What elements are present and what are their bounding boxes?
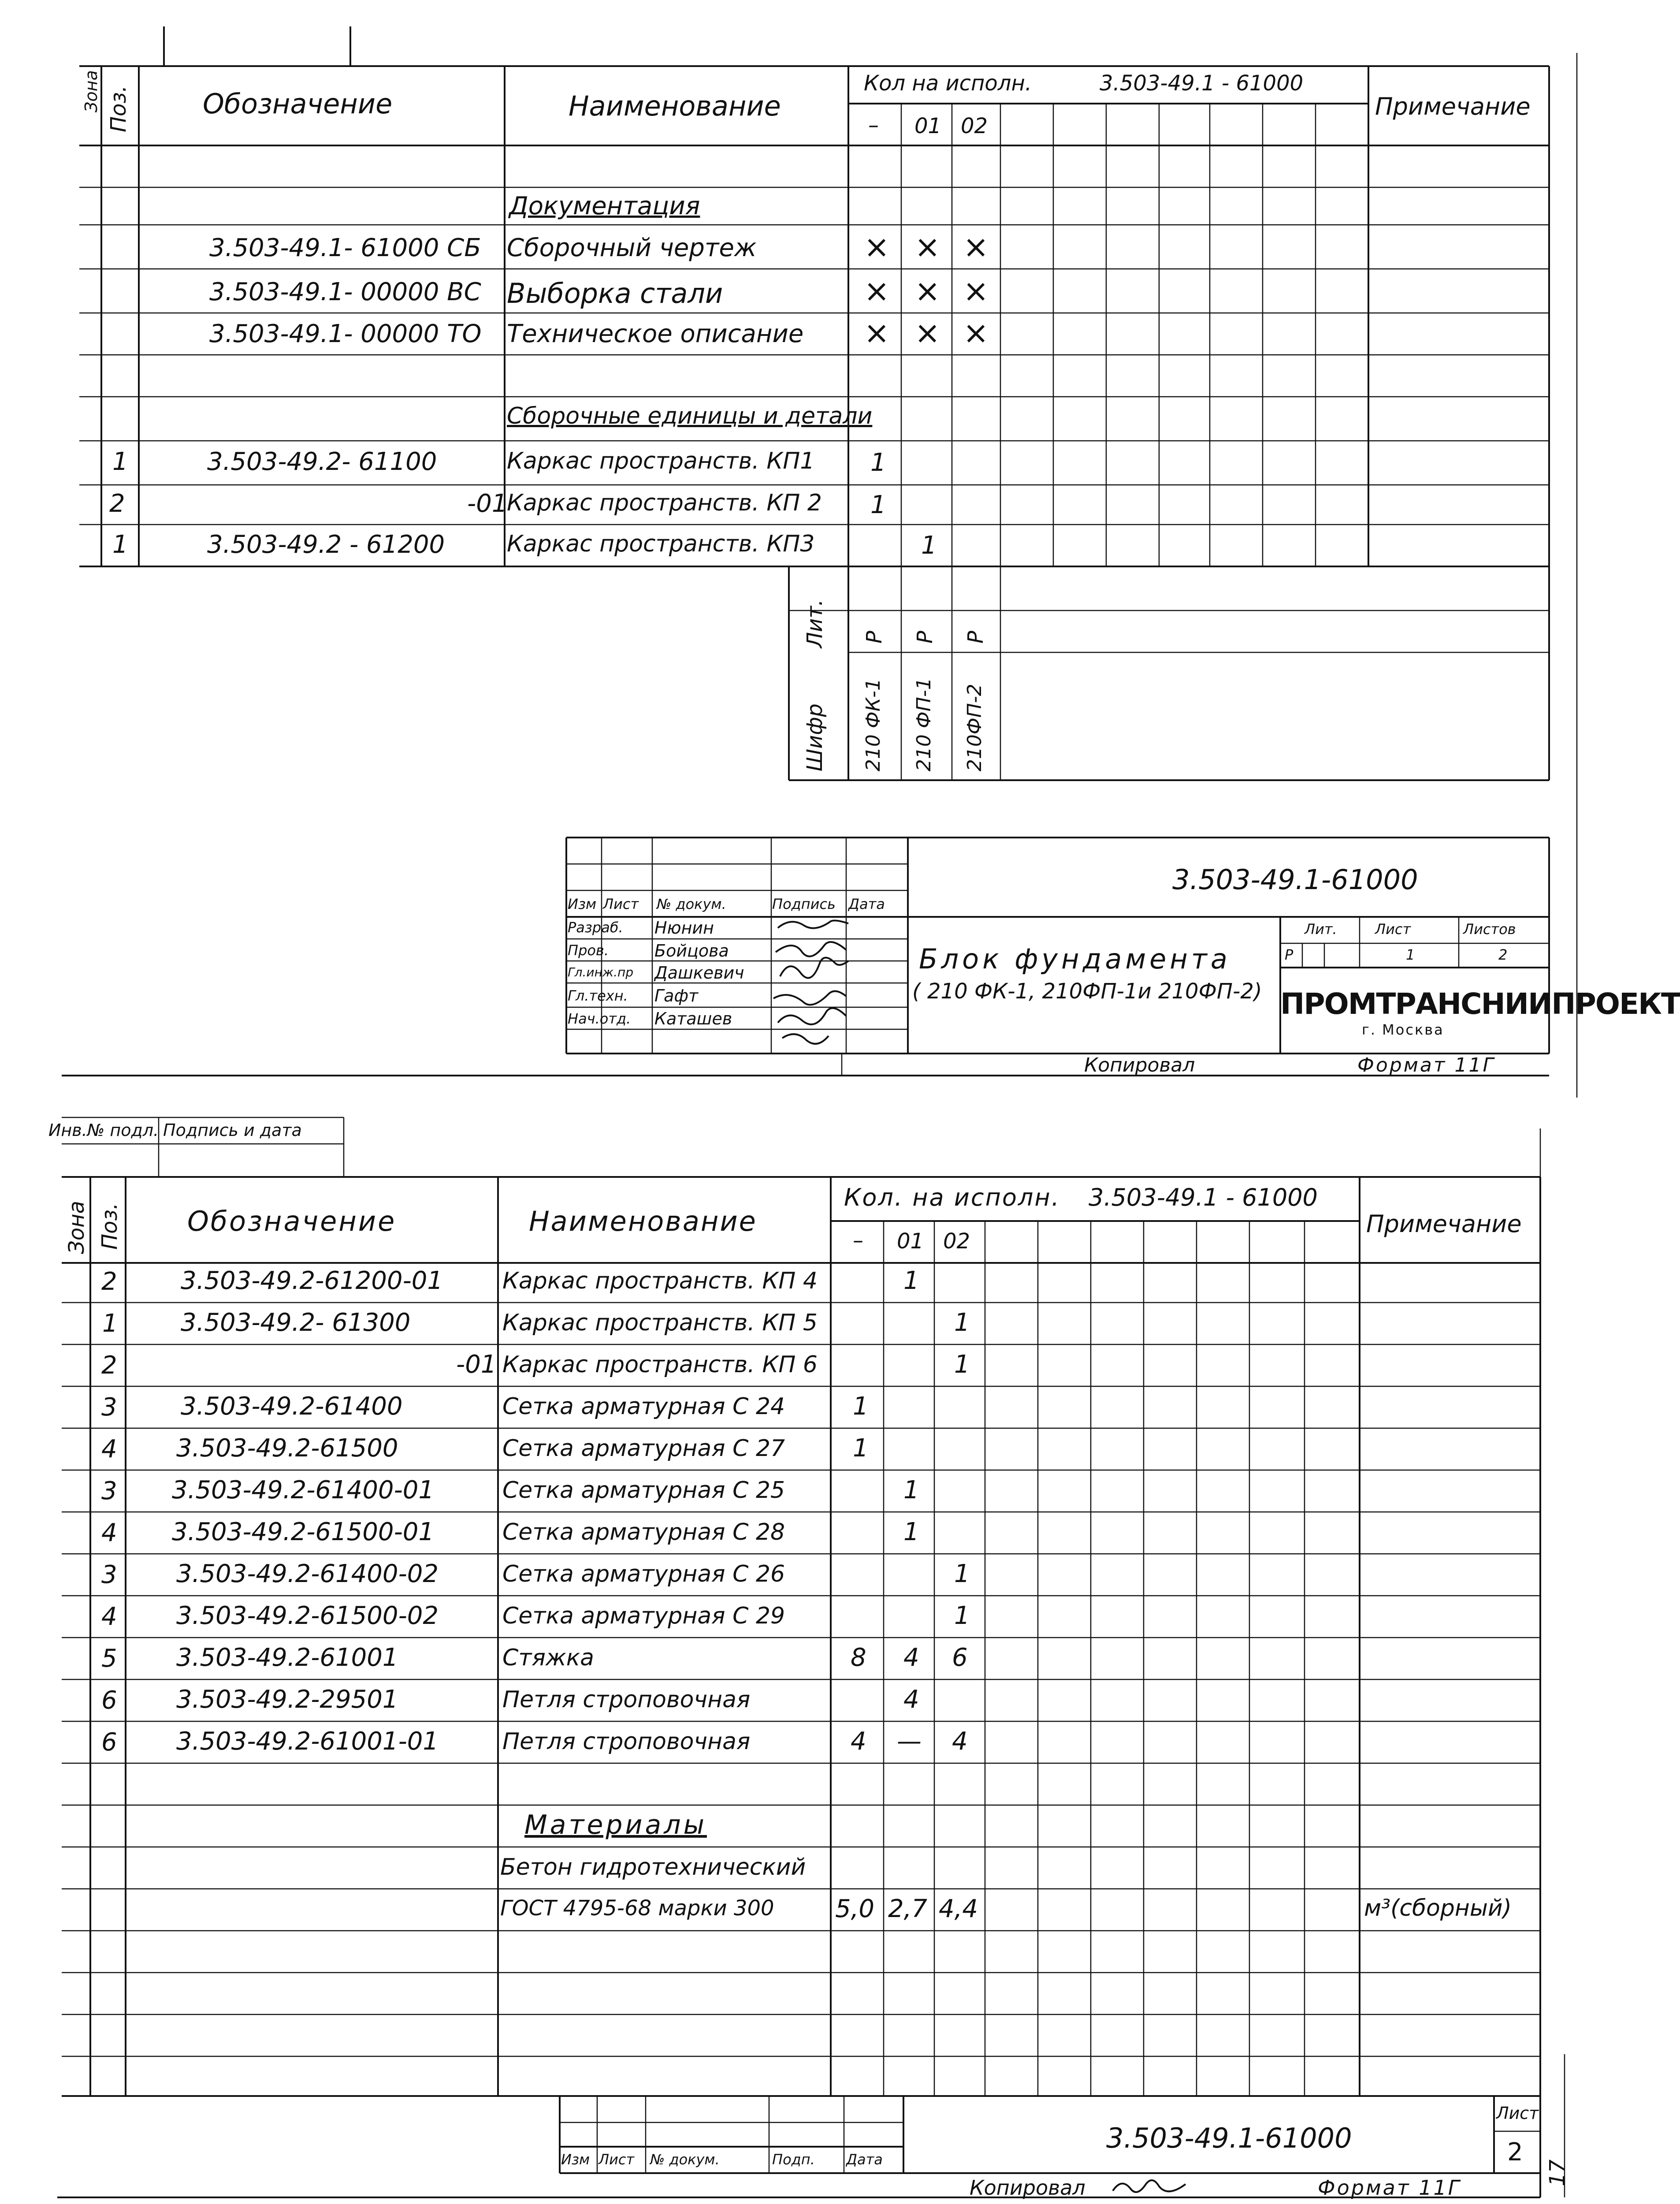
qty-cell: — bbox=[897, 1727, 922, 1756]
qty-cell: × bbox=[914, 229, 940, 265]
qty-cell: 1 bbox=[903, 1476, 919, 1504]
qty-header: Кол на исполн. bbox=[864, 71, 1032, 96]
designation-cell: 3.503-49.1- 00000 ВС bbox=[209, 278, 481, 306]
name-cell: Сетка арматурная С 28 bbox=[502, 1519, 785, 1545]
tb-person: Гафт bbox=[654, 986, 699, 1005]
organization-name: ПРОМТРАНСНИИПРОЕКТ bbox=[1280, 987, 1680, 1021]
pos-cell: 2 bbox=[101, 1351, 117, 1380]
drawing-code: 3.503-49.1-61000 bbox=[1106, 2122, 1352, 2154]
tb-role: Пров. bbox=[568, 942, 609, 959]
qty-cell: × bbox=[914, 273, 940, 309]
name-cell: Петля строповочная bbox=[502, 1728, 751, 1755]
qty-cell: 1 bbox=[954, 1601, 970, 1630]
pos-cell: 4 bbox=[101, 1435, 117, 1463]
pos-cell: 3 bbox=[101, 1560, 117, 1589]
pos-header: Поз. bbox=[106, 85, 131, 132]
name-cell: Сетка арматурная С 29 bbox=[502, 1603, 785, 1629]
designation-cell: 3.503-49.2-61001 bbox=[176, 1643, 398, 1672]
lit-label: Лит. bbox=[803, 599, 827, 648]
pos-cell: 6 bbox=[101, 1686, 117, 1715]
sheet-head: Лист bbox=[1375, 921, 1411, 938]
designation-cell: 3.503-49.2-61500 bbox=[176, 1434, 398, 1463]
designation-header: Обозначение bbox=[187, 1205, 397, 1237]
lit-value: Р bbox=[862, 631, 887, 644]
name-header: Наименование bbox=[569, 90, 781, 122]
sheet-head: Лист bbox=[1496, 2103, 1539, 2123]
qty-cell: 5,0 bbox=[835, 1895, 875, 1923]
note-cell: м³(сборный) bbox=[1364, 1895, 1512, 1921]
tb-head: Дата bbox=[848, 896, 885, 912]
pos-cell: 1 bbox=[102, 1309, 118, 1338]
lit-value: Р bbox=[1285, 946, 1293, 963]
qty-cell: 2,7 bbox=[888, 1895, 928, 1923]
cipher-value: 210ФП-2 bbox=[963, 684, 986, 771]
page-number: 17 bbox=[1545, 2159, 1570, 2186]
qty-cell: 1 bbox=[954, 1350, 970, 1379]
section-title: Документация bbox=[509, 192, 700, 220]
drawing-subtitle: ( 210 ФК-1, 210ФП-1и 210ФП-2) bbox=[912, 979, 1262, 1004]
qty-cell: 1 bbox=[853, 1392, 869, 1421]
qty-cell: × bbox=[914, 315, 940, 351]
qty-header: Кол. на исполн. bbox=[844, 1184, 1060, 1211]
designation-cell: 3.503-49.2-61400 bbox=[181, 1392, 403, 1421]
qty-code: 3.503-49.1 - 61000 bbox=[1100, 71, 1304, 96]
lit-value: Р bbox=[963, 631, 988, 644]
name-cell: Сборочный чертеж bbox=[507, 234, 757, 262]
designation-cell: 3.503-49.2-61500-02 bbox=[176, 1601, 439, 1630]
designation-cell: 3.503-49.2- 61100 bbox=[207, 447, 437, 476]
tb-head: № докум. bbox=[650, 2151, 720, 2168]
name-cell: Каркас пространств. КП 4 bbox=[502, 1268, 818, 1294]
tb-head: Подп. bbox=[772, 2151, 815, 2168]
tb-head: № докум. bbox=[657, 896, 726, 912]
variant-header: 02 bbox=[943, 1229, 970, 1254]
name-cell: Каркас пространств. КП3 bbox=[507, 531, 815, 557]
qty-cell: 4 bbox=[952, 1727, 968, 1756]
tb-role: Разраб. bbox=[568, 919, 623, 936]
section-title: Сборочные единицы и детали bbox=[507, 403, 873, 429]
organization-city: г. Москва bbox=[1362, 1021, 1444, 1038]
format-label: Формат 11Г bbox=[1318, 2176, 1461, 2200]
tb-role: Гл.техн. bbox=[568, 987, 628, 1004]
designation-cell: -01 bbox=[467, 489, 508, 518]
tb-head: Подпись bbox=[772, 896, 836, 912]
copied-label: Копировал bbox=[1084, 1054, 1195, 1076]
sheet-value: 2 bbox=[1507, 2138, 1523, 2167]
designation-cell: 3.503-49.2- 61300 bbox=[181, 1308, 411, 1337]
variant-header: 01 bbox=[897, 1229, 924, 1254]
pos-cell: 4 bbox=[101, 1519, 117, 1547]
tb-person: Бойцова bbox=[654, 941, 729, 961]
zone-header: Зона bbox=[64, 1201, 89, 1254]
variant-header: 01 bbox=[914, 114, 942, 138]
name-cell: Бетон гидротехнический bbox=[500, 1854, 806, 1880]
name-cell: Сетка арматурная С 24 bbox=[502, 1393, 785, 1420]
drawing-title: Блок фундамента bbox=[919, 943, 1231, 975]
qty-cell: 1 bbox=[954, 1560, 970, 1588]
qty-cell: 4,4 bbox=[939, 1895, 978, 1923]
qty-cell: × bbox=[864, 315, 890, 351]
pos-cell: 2 bbox=[101, 1267, 117, 1296]
name-cell: Техническое описание bbox=[507, 320, 804, 348]
qty-cell: × bbox=[963, 229, 989, 265]
tb-person: Каташев bbox=[654, 1009, 732, 1028]
name-cell: Каркас пространств. КП1 bbox=[507, 448, 815, 474]
pos-header: Поз. bbox=[97, 1203, 122, 1250]
tb-head: Лист bbox=[603, 896, 639, 912]
qty-cell: 8 bbox=[851, 1643, 866, 1672]
name-cell: Стяжка bbox=[502, 1645, 594, 1671]
note-header: Примечание bbox=[1375, 93, 1531, 120]
qty-code: 3.503-49.1 - 61000 bbox=[1089, 1184, 1318, 1211]
qty-cell: 1 bbox=[954, 1308, 970, 1337]
drawing-code: 3.503-49.1-61000 bbox=[1172, 864, 1418, 896]
tb-person: Нюнин bbox=[654, 918, 714, 938]
tb-head: Изм bbox=[561, 2151, 590, 2168]
qty-cell: × bbox=[963, 273, 989, 309]
qty-cell: 1 bbox=[903, 1266, 919, 1295]
lit-head: Лит. bbox=[1305, 921, 1337, 938]
variant-header: 02 bbox=[961, 114, 988, 138]
tb-head: Лист bbox=[598, 2151, 635, 2168]
pos-cell: 5 bbox=[101, 1644, 117, 1673]
qty-cell: 1 bbox=[921, 531, 937, 560]
variant-header: – bbox=[868, 113, 879, 138]
qty-cell: × bbox=[963, 315, 989, 351]
qty-cell: 1 bbox=[870, 491, 886, 519]
designation-cell: 3.503-49.2-61400-02 bbox=[176, 1560, 439, 1588]
tb-person: Дашкевич bbox=[654, 963, 744, 983]
copied-label: Копировал bbox=[970, 2176, 1085, 2200]
qty-cell: × bbox=[864, 273, 890, 309]
qty-cell: 6 bbox=[952, 1643, 968, 1672]
pos-cell: 2 bbox=[109, 489, 125, 518]
stamp-head: Инв.№ подл. bbox=[48, 1121, 159, 1140]
variant-header: – bbox=[853, 1228, 863, 1253]
designation-cell: 3.503-49.2-61400-01 bbox=[172, 1476, 435, 1504]
qty-cell: 1 bbox=[903, 1518, 919, 1546]
name-cell: Сетка арматурная С 26 bbox=[502, 1561, 785, 1587]
qty-cell: × bbox=[864, 229, 890, 265]
cipher-value: 210 ФП-1 bbox=[913, 678, 935, 771]
designation-cell: 3.503-49.1- 00000 ТО bbox=[209, 320, 482, 348]
cipher-label: Шифр bbox=[803, 703, 827, 771]
qty-cell: 1 bbox=[870, 448, 886, 477]
name-cell: Каркас пространств. КП 2 bbox=[507, 490, 822, 516]
qty-cell: 4 bbox=[851, 1727, 866, 1756]
pos-cell: 6 bbox=[101, 1728, 117, 1757]
note-header: Примечание bbox=[1366, 1210, 1522, 1238]
section-title: Материалы bbox=[524, 1809, 707, 1840]
designation-cell: 3.503-49.2 - 61200 bbox=[207, 530, 445, 559]
zone-header: Зона bbox=[82, 70, 101, 112]
name-cell: Петля строповочная bbox=[502, 1687, 751, 1713]
designation-cell: 3.503-49.2-61500-01 bbox=[172, 1518, 435, 1546]
tb-role: Гл.инж.пр bbox=[568, 965, 634, 979]
lit-value: Р bbox=[913, 631, 937, 644]
sheet-value: 1 bbox=[1406, 946, 1415, 963]
qty-cell: 4 bbox=[903, 1685, 919, 1714]
name-cell: Сетка арматурная С 27 bbox=[502, 1435, 785, 1462]
copier-signature bbox=[1111, 2173, 1190, 2200]
designation-cell: 3.503-49.2-29501 bbox=[176, 1685, 398, 1714]
signature-marks bbox=[769, 915, 857, 1056]
tb-head: Изм bbox=[568, 896, 597, 912]
pos-cell: 4 bbox=[101, 1602, 117, 1631]
name-cell: Каркас пространств. КП 5 bbox=[502, 1310, 818, 1336]
designation-cell: 3.503-49.2-61001-01 bbox=[176, 1727, 439, 1756]
designation-cell: -01 bbox=[456, 1350, 497, 1379]
sheets-value: 2 bbox=[1498, 946, 1508, 963]
pos-cell: 1 bbox=[112, 530, 128, 559]
designation-cell: 3.503-49.1- 61000 СБ bbox=[209, 234, 481, 262]
qty-cell: 4 bbox=[903, 1643, 919, 1672]
name-cell: ГОСТ 4795-68 марки 300 bbox=[500, 1896, 774, 1921]
pos-cell: 3 bbox=[101, 1477, 117, 1505]
format-label: Формат 11Г bbox=[1357, 1054, 1496, 1076]
sheets-head: Листов bbox=[1463, 921, 1516, 938]
name-cell: Выборка стали bbox=[507, 277, 723, 309]
pos-cell: 3 bbox=[101, 1393, 117, 1422]
name-cell: Сетка арматурная С 25 bbox=[502, 1477, 785, 1504]
tb-head: Дата bbox=[846, 2151, 883, 2168]
name-header: Наименование bbox=[529, 1205, 757, 1237]
name-cell: Каркас пространств. КП 6 bbox=[502, 1351, 818, 1378]
designation-cell: 3.503-49.2-61200-01 bbox=[181, 1266, 443, 1295]
pos-cell: 1 bbox=[112, 447, 128, 476]
cipher-value: 210 ФК-1 bbox=[862, 678, 885, 771]
qty-cell: 1 bbox=[853, 1434, 869, 1463]
designation-header: Обозначение bbox=[203, 88, 393, 120]
tb-role: Нач.отд. bbox=[568, 1010, 631, 1027]
stamp-head: Подпись и дата bbox=[163, 1121, 302, 1140]
